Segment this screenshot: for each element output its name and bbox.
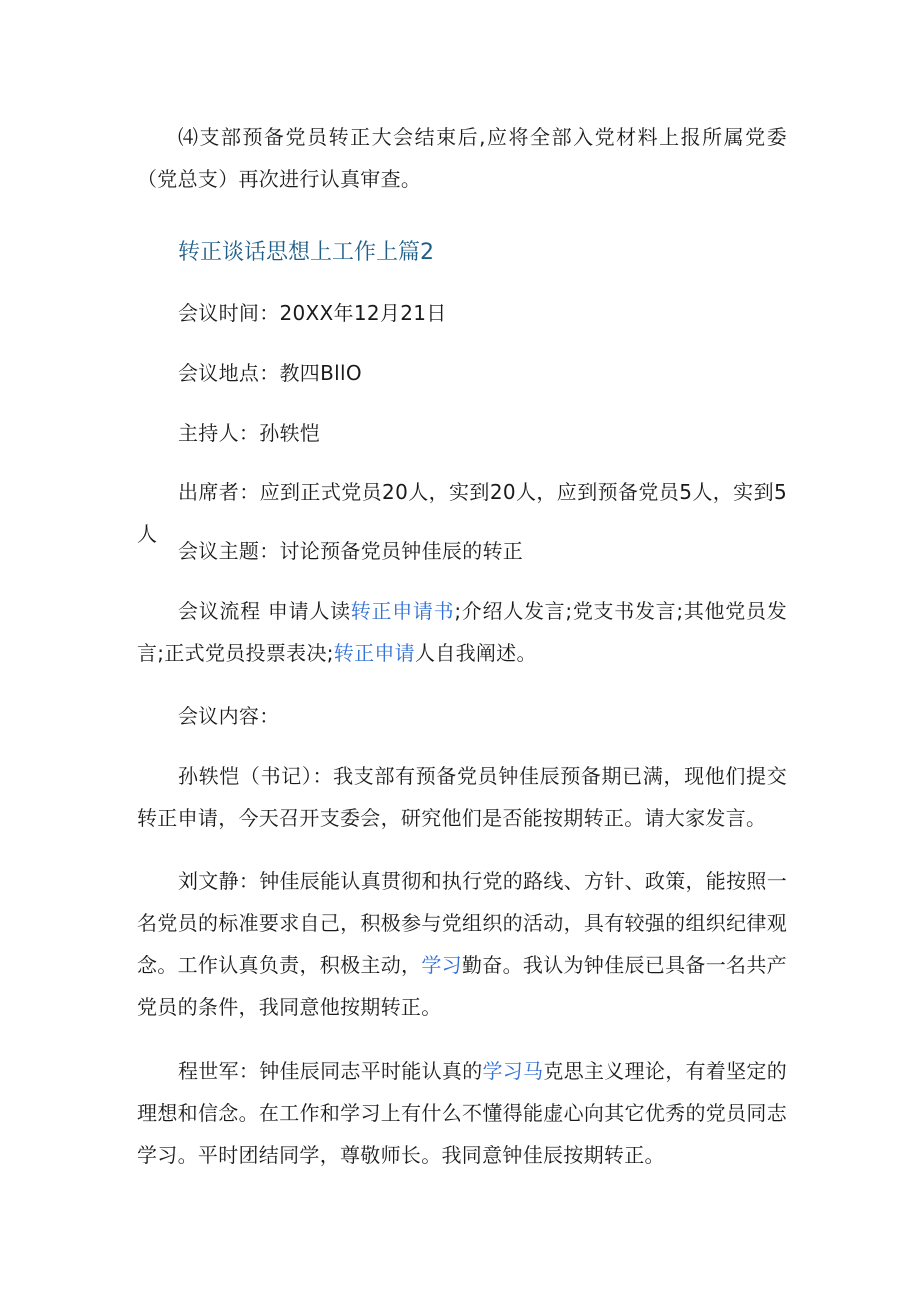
meeting-place: 会议地点：教四BllO <box>178 361 362 385</box>
link-study[interactable]: 学习 <box>421 953 462 977</box>
meeting-host: 主持人：孙轶恺 <box>178 421 321 445</box>
meeting-attendees: 出席者：应到正式党员20人，实到20人，应到预备党员5人，实到5人 <box>137 480 787 546</box>
link-application[interactable]: 转正申请 <box>333 641 415 665</box>
meeting-time: 会议时间：20XX年12月21日 <box>178 301 447 325</box>
link-application-letter[interactable]: 转正申请书 <box>350 599 455 623</box>
speech-cheng-prefix: 程世军：钟佳辰同志平时能认真的 <box>178 1059 483 1083</box>
speech-liu-prefix: 刘文静：钟佳辰能认真贯彻和执行党的路线、方针、政策，能按照一名党员的标准要求自己，积极参与党组织的活动，具有较强的组织纪律观念。工作认真负责，积极主动， <box>137 869 787 977</box>
speech-liu <box>137 860 787 1028</box>
speech-sun: 孙轶恺（书记）：我支部有预备党员钟佳辰预备期已满，现他们提交转正申请，今天召开支委会，研究他们是否能按期转正。请大家发言。 <box>137 764 787 830</box>
paragraph-submission-review: ⑷支部预备党员转正大会结束后,应将全部入党材料上报所属党委（党总支）再次进行认真审查。 <box>137 125 787 191</box>
speech-liu-suffix: 勤奋。我认为钟佳辰已具备一名共产党员的条件，我同意他按期转正。 <box>137 953 787 1019</box>
speech-cheng <box>137 1050 787 1176</box>
meeting-process <box>137 590 787 674</box>
link-study-marx[interactable]: 学习马 <box>482 1059 544 1083</box>
section-heading: 转正谈话思想上工作上篇2 <box>178 240 434 265</box>
meeting-content-label: 会议内容： <box>178 704 280 728</box>
process-text-suffix: 人自我阐述。 <box>414 641 537 665</box>
process-text-prefix: 会议流程 申请人读 <box>178 599 351 623</box>
meeting-topic: 会议主题：讨论预备党员钟佳辰的转正 <box>178 539 524 563</box>
speech-cheng-suffix: 克思主义理论，有着坚定的理想和信念。在工作和学习上有什么不懂得能虚心向其它优秀的党员同志学习。平时团结同学，尊敬师长。我同意钟佳辰按期转正。 <box>137 1059 788 1167</box>
process-text-middle: ;介绍人发言;党支书发言;其他党员发言;正式党员投票表决; <box>137 599 788 665</box>
